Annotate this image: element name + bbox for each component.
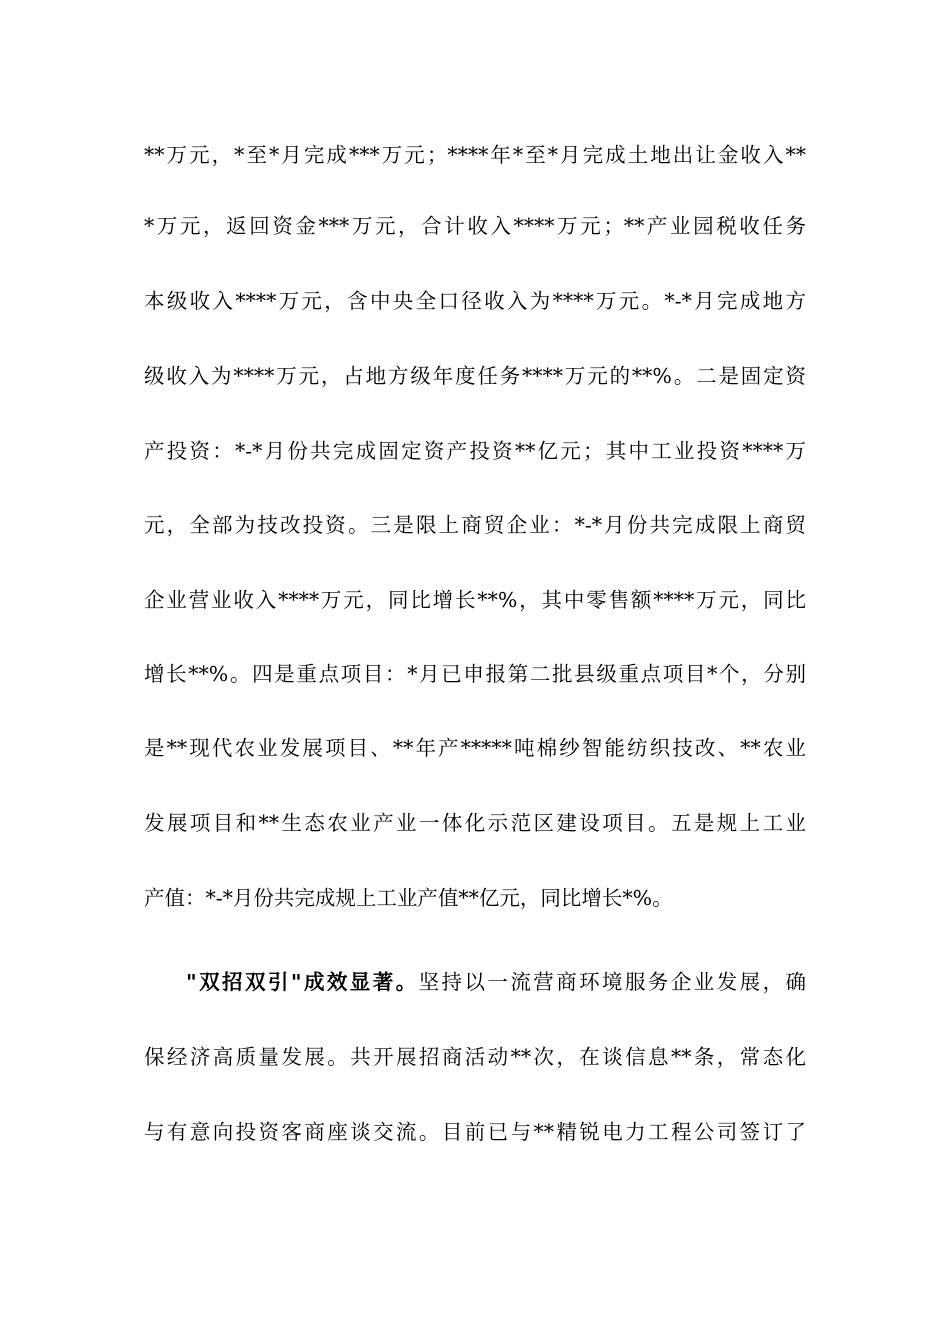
paragraph-line: *万元，返回资金***万元，合计收入****万元；**产业园税收任务 xyxy=(144,214,806,238)
paragraph-line: **万元，*至*月完成***万元；****年*至*月完成土地出让金收入** xyxy=(144,143,806,167)
paragraph-line: 发展项目和**生态农业产业一体化示范区建设项目。五是规上工业 xyxy=(144,811,806,835)
paragraph-text: 坚持以一流营商环境服务企业发展，确 xyxy=(418,970,806,994)
paragraph-last-line: 产值：*-*月份共完成规上工业产值**亿元，同比增长*%。 xyxy=(144,886,673,910)
paragraph-line: 元，全部为技改投资。三是限上商贸企业：*-*月份共完成限上商贸 xyxy=(144,513,806,537)
paragraph-line: 本级收入****万元，含中央全口径收入为****万元。*-*月完成地方 xyxy=(144,289,806,313)
paragraph-line: 是**现代农业发展项目、**年产*****吨棉纱智能纺织技改、**农业 xyxy=(144,736,806,760)
paragraph-first-line xyxy=(186,967,806,997)
paragraph-line: 与有意向投资客商座谈交流。目前已与**精锐电力工程公司签订了 xyxy=(144,1120,806,1144)
paragraph-line: 保经济高质量发展。共开展招商活动**次，在谈信息**条，常态化 xyxy=(144,1045,806,1069)
section-heading: "双招双引"成效显著。 xyxy=(186,970,419,994)
paragraph-line: 企业营业收入****万元，同比增长**%，其中零售额****万元，同比 xyxy=(144,588,806,612)
paragraph-line: 增长**%。四是重点项目：*月已申报第二批县级重点项目*个，分别 xyxy=(144,662,806,686)
paragraph-line: 产投资：*-*月份共完成固定资产投资**亿元；其中工业投资****万 xyxy=(144,439,806,463)
paragraph-line: 级收入为****万元，占地方级年度任务****万元的**%。二是固定资 xyxy=(144,364,806,388)
